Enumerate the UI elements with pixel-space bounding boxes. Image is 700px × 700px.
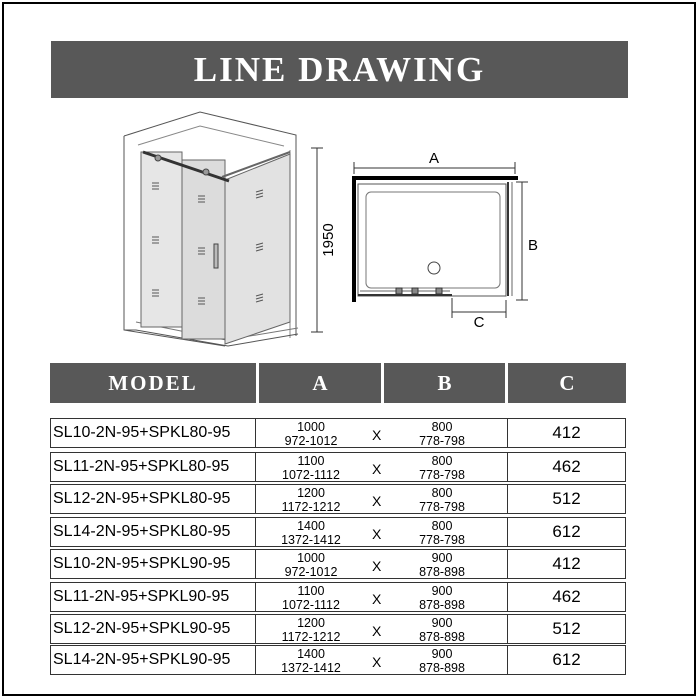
b-nominal: 900 — [431, 616, 453, 630]
dimension-a-value — [266, 551, 356, 579]
dimension-a-value — [266, 420, 356, 448]
dimension-b-value — [397, 420, 487, 448]
header-b — [384, 363, 505, 403]
model-cell: SL14-2N-95+SPKL90-95 — [50, 645, 256, 675]
dimension-a-label: A — [428, 150, 440, 167]
dimension-b-value — [397, 551, 487, 579]
times-separator: X — [372, 591, 382, 607]
b-nominal: 800 — [431, 519, 453, 533]
dimension-c-value: 462 — [507, 582, 626, 612]
dimensions-cell — [256, 517, 507, 547]
a-nominal: 1200 — [297, 486, 325, 500]
table-row — [50, 549, 626, 579]
b-nominal: 800 — [431, 454, 453, 468]
a-range: 1372-1412 — [281, 661, 341, 675]
b-range: 778-798 — [419, 533, 465, 547]
table-row — [50, 452, 626, 482]
b-nominal: 900 — [431, 647, 453, 661]
b-range: 778-798 — [419, 468, 465, 482]
dimension-a-value — [266, 454, 356, 482]
a-range: 1372-1412 — [281, 533, 341, 547]
dimensions-cell — [256, 484, 507, 514]
b-range: 778-798 — [419, 500, 465, 514]
model-cell: SL12-2N-95+SPKL80-95 — [50, 484, 256, 514]
header-model — [50, 363, 256, 403]
dimensions-cell — [256, 614, 507, 644]
dimension-c-value: 512 — [507, 614, 626, 644]
shower-plan-view — [352, 162, 528, 318]
dimension-b-value — [397, 616, 487, 644]
dimension-b-value — [397, 584, 487, 612]
table-row — [50, 645, 626, 675]
times-separator: X — [372, 493, 382, 509]
a-range: 1172-1212 — [281, 630, 341, 644]
a-nominal: 1200 — [297, 616, 325, 630]
a-range: 972-1012 — [284, 434, 338, 448]
header-c — [508, 363, 626, 403]
dimensions-cell — [256, 418, 507, 448]
page-title: LINE DRAWING — [193, 49, 486, 89]
header-a — [259, 363, 381, 403]
dimension-a-value — [266, 647, 356, 675]
dimension-b-label: B — [527, 237, 539, 254]
a-range: 1072-1112 — [282, 598, 340, 612]
header-b-label: B — [437, 370, 452, 395]
model-cell: SL10-2N-95+SPKL90-95 — [50, 549, 256, 579]
height-label: 1950 — [320, 223, 337, 257]
b-nominal: 800 — [431, 420, 453, 434]
a-nominal: 1000 — [297, 551, 325, 565]
dimension-c-value: 412 — [507, 418, 626, 448]
b-range: 778-798 — [419, 434, 465, 448]
times-separator: X — [372, 461, 382, 477]
header-c-label: C — [559, 370, 575, 395]
header-model-label: MODEL — [108, 370, 198, 395]
table-row — [50, 484, 626, 514]
a-nominal: 1400 — [297, 647, 325, 661]
model-cell: SL12-2N-95+SPKL90-95 — [50, 614, 256, 644]
model-cell: SL10-2N-95+SPKL80-95 — [50, 418, 256, 448]
dimensions-cell — [256, 645, 507, 675]
times-separator: X — [372, 427, 382, 443]
dimension-b-value — [397, 454, 487, 482]
b-range: 878-898 — [419, 598, 465, 612]
times-separator: X — [372, 654, 382, 670]
model-cell: SL11-2N-95+SPKL80-95 — [50, 452, 256, 482]
dimension-a-value — [266, 616, 356, 644]
b-nominal: 800 — [431, 486, 453, 500]
dimension-c-value: 462 — [507, 452, 626, 482]
model-cell: SL11-2N-95+SPKL90-95 — [50, 582, 256, 612]
b-nominal: 900 — [431, 584, 453, 598]
dimension-b-value — [397, 486, 487, 514]
dimension-c-label: C — [473, 314, 485, 331]
model-cell: SL14-2N-95+SPKL80-95 — [50, 517, 256, 547]
b-nominal: 900 — [431, 551, 453, 565]
dimension-c-value: 512 — [507, 484, 626, 514]
table-row — [50, 614, 626, 644]
dimension-a-value — [266, 584, 356, 612]
a-nominal: 1400 — [297, 519, 325, 533]
times-separator: X — [372, 623, 382, 639]
shower-3d-view — [124, 112, 323, 346]
times-separator: X — [372, 526, 382, 542]
a-range: 1072-1112 — [282, 468, 340, 482]
dimensions-cell — [256, 582, 507, 612]
a-range: 972-1012 — [284, 565, 338, 579]
table-row — [50, 582, 626, 612]
header-a-label: A — [312, 370, 328, 395]
dimension-b-value — [397, 647, 487, 675]
a-range: 1172-1212 — [281, 500, 341, 514]
table-row — [50, 418, 626, 448]
dimension-a-value — [266, 519, 356, 547]
a-nominal: 1100 — [297, 584, 325, 598]
b-range: 878-898 — [419, 661, 465, 675]
dimensions-cell — [256, 549, 507, 579]
b-range: 878-898 — [419, 565, 465, 579]
b-range: 878-898 — [419, 630, 465, 644]
dimension-b-value — [397, 519, 487, 547]
dimension-c-value: 612 — [507, 645, 626, 675]
a-nominal: 1100 — [297, 454, 325, 468]
a-nominal: 1000 — [297, 420, 325, 434]
table-row — [50, 517, 626, 547]
dimension-a-value — [266, 486, 356, 514]
dimension-c-value: 412 — [507, 549, 626, 579]
dimensions-cell — [256, 452, 507, 482]
dimension-c-value: 612 — [507, 517, 626, 547]
times-separator: X — [372, 558, 382, 574]
